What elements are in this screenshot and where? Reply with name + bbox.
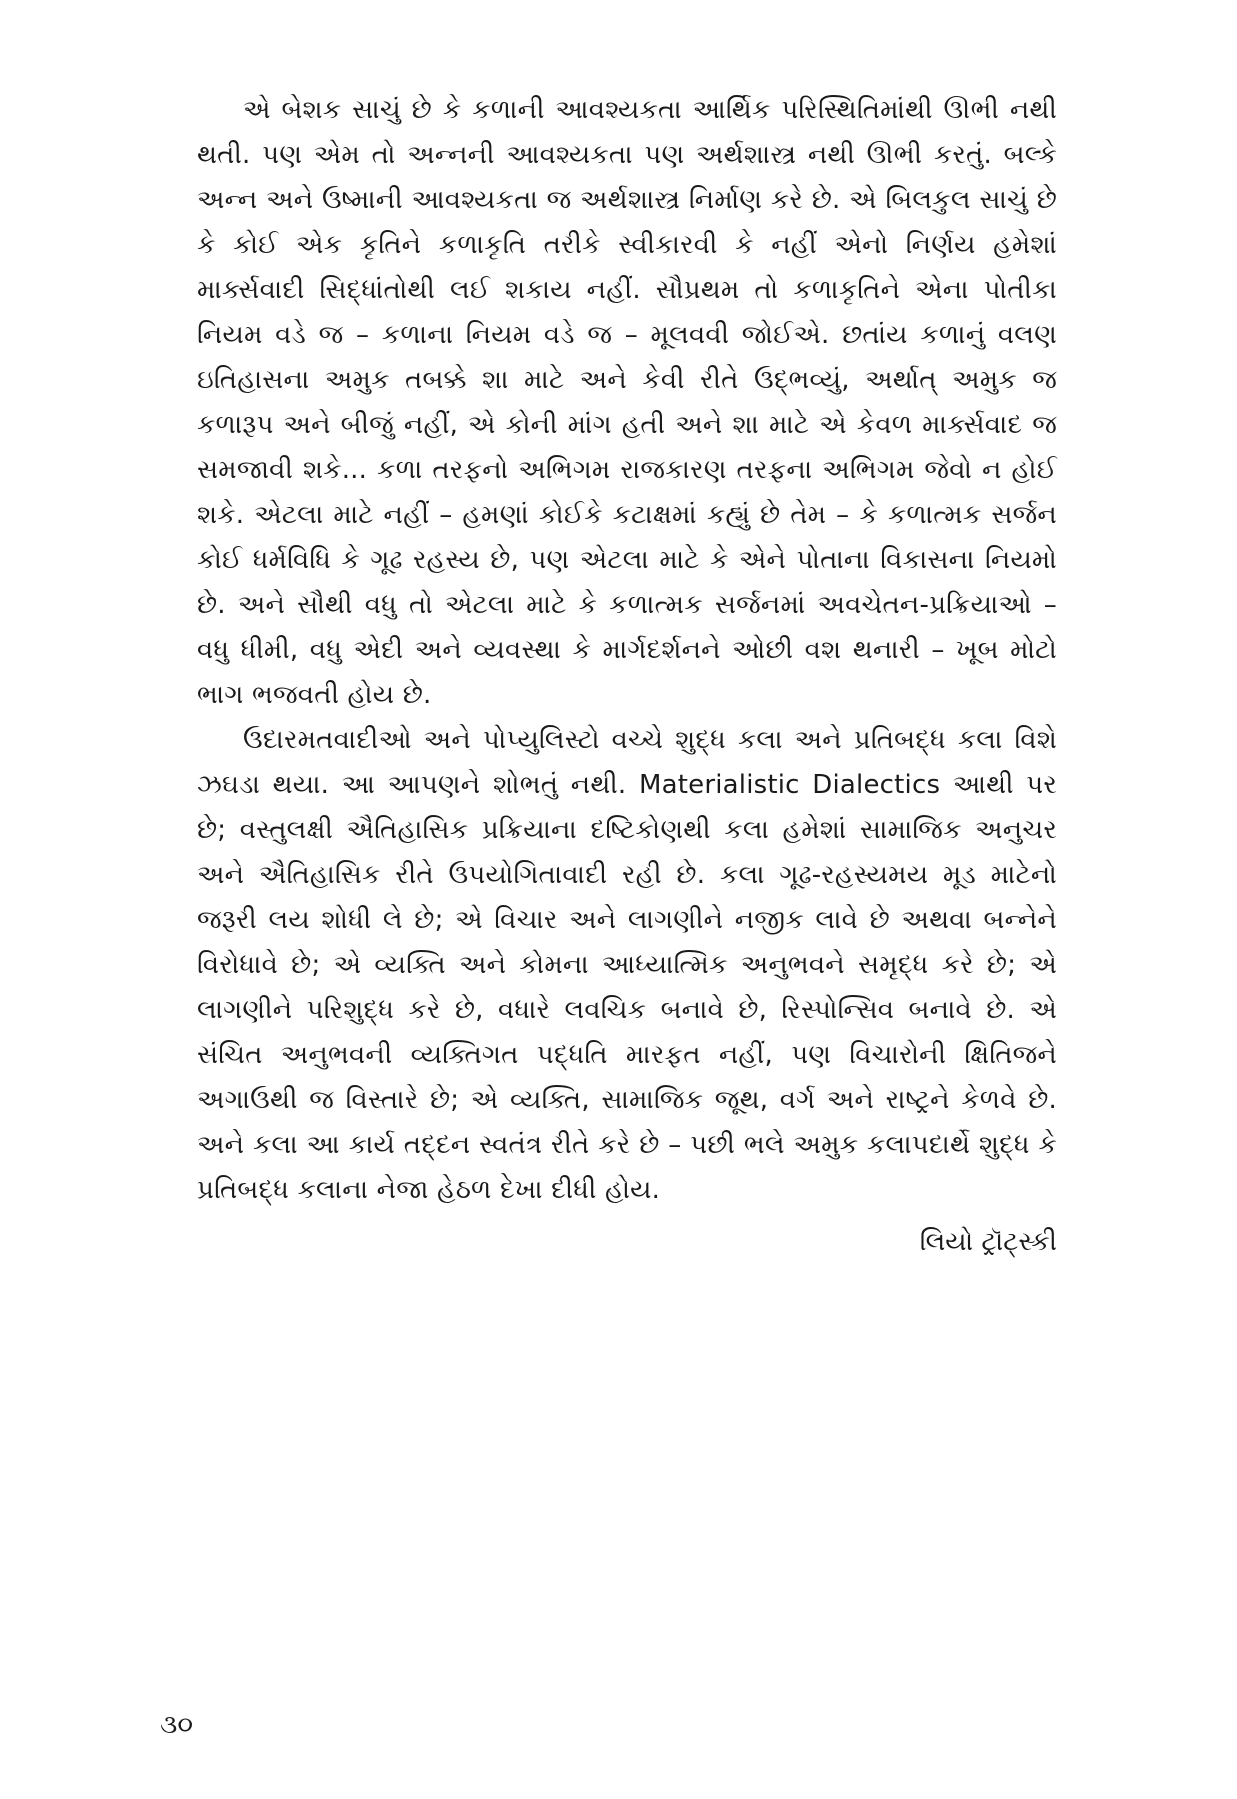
author-signature: લિયો ટ્રૉટ્સ્કી xyxy=(919,1227,1057,1257)
body-text xyxy=(197,88,1057,1267)
paragraph-2: ઉદારમતવાદીઓ અને પોપ્યુલિસ્ટો વચ્ચે શુદ્ધ કલા અને પ્રતિબદ્ધ કલા વિશે ઝઘડા થયા. આ આપણને શોભતું નથી. Materialistic Dialectics આથી પર છે; વસ્તુલક્ષી ઐતિહાસિક પ્રક્રિયાના દષ્ટિકોણથી કલા હમેશાં સામાજિક અનુચર અને ઐતિહાસિક રીતે ઉપયોગિતાવાદી રહી છે. કલા ગૂઢ-રહસ્યમય મૂડ માટેનો જરૂરી લય શોધી લે છે; એ વિચાર અને લાગણીને નજીક લાવે છે અથવા બન્નેને વિરોધાવે છે; એ વ્યક્તિ અને કોમના આધ્યાત્મિક અનુભવને સમૃદ્ધ કરે છે; એ લાગણીને પરિશુદ્ધ કરે છે, વધારે લવચિક બનાવે છે, રિસ્પોન્સિવ બનાવે છે. એ સંચિત અનુભવની વ્યક્તિગત પદ્ધતિ મારફત નહીં, પણ વિચારોની ક્ષિતિજને અગાઉથી જ વિસ્તારે છે; એ વ્યક્તિ, સામાજિક જૂથ, વર્ગ અને રાષ્ટ્રને કેળવે છે. અને કલા આ કાર્ય તદ્દન સ્વતંત્ર રીતે કરે છે – પછી ભલે અમુક કલાપદાર્થે શુદ્ધ કે પ્રતિબદ્ધ કલાના નેજા હેઠળ દેખા દીધી હોય. xyxy=(197,725,1057,1205)
paragraph-1: એ બેશક સાચું છે કે કળાની આવશ્યકતા આર્થિક પરિસ્થિતિમાંથી ઊભી નથી થતી. પણ એમ તો અન્નની આવશ્યકતા પણ અર્થશાસ્ત્ર નથી ઊભી કરતું. બલ્કે અન્ન અને ઉષ્માની આવશ્યકતા જ અર્થશાસ્ત્ર નિર્માણ કરે છે. એ બિલકુલ સાચું છે કે કોઈ એક કૃતિને કળાકૃતિ તરીકે સ્વીકારવી કે નહીં એનો નિર્ણય હમેશાં માર્ક્સવાદી સિદ્ધાંતોથી લઈ શકાય નહીં. સૌપ્રથમ તો કળાકૃતિને એના પોતીકા નિયમ વડે જ – કળાના નિયમ વડે જ – મૂલવવી જોઈએ. છતાંય કળાનું વલણ ઇતિહાસના અમુક તબક્કે શા માટે અને કેવી રીતે ઉદ્‌ભવ્યું, અર્થાત્‌ અમુક જ કળારૂપ અને બીજું નહીં, એ કોની માંગ હતી અને શા માટે એ કેવળ માર્ક્સવાદ જ સમજાવી શકે... કળા તરફનો અભિગમ રાજકારણ તરફના અભિગમ જેવો ન હોઈ શકે. એટલા માટે નહીં – હમણાં કોઈકે કટાક્ષમાં કહ્યું છે તેમ – કે કળાત્મક સર્જન કોઈ ધર્મવિધિ કે ગૂઢ રહસ્ય છે, પણ એટલા માટે કે એને પોતાના વિકાસના નિયમો છે. અને સૌથી વધુ તો એટલા માટે કે કળાત્મક સર્જનમાં અવચેતન-પ્રક્રિયાઓ – વધુ ધીમી, વધુ એદી અને વ્યવસ્થા કે માર્ગદર્શનને ઓછી વશ થનારી – ખૂબ મોટો ભાગ ભજવતી હોય છે. xyxy=(197,95,1057,710)
page-number: ૩૦ xyxy=(160,1710,193,1740)
